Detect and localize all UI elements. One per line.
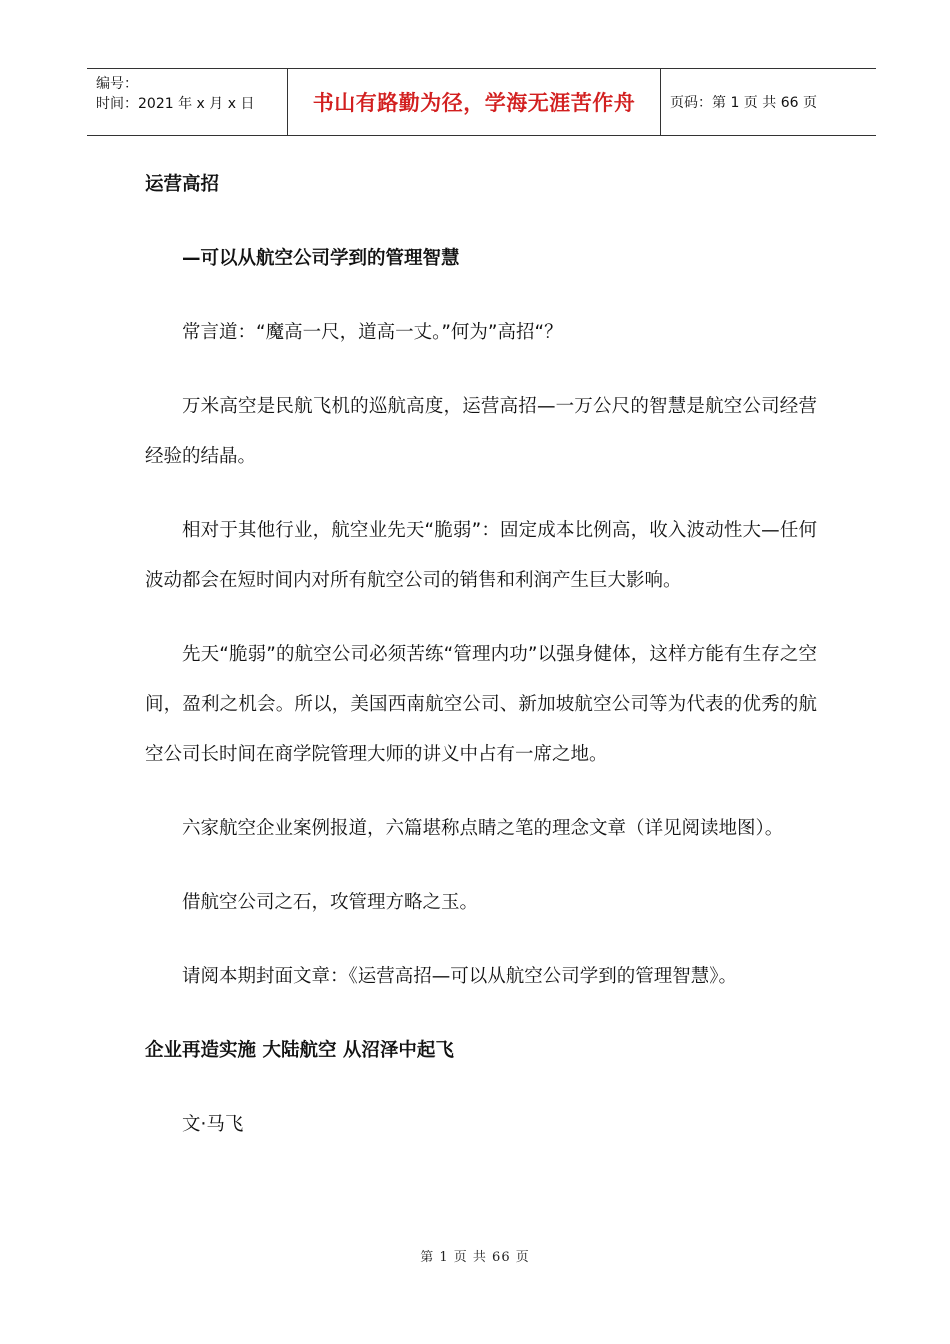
article-title: 运营高招 bbox=[145, 174, 220, 195]
paragraph: 万米高空是民航飞机的巡航高度，运营高招—一万公尺的智慧是航空公司经营经验的结晶。 bbox=[145, 396, 817, 467]
document-header bbox=[87, 68, 876, 136]
date-label: 时间：2021 年 x 月 x 日 bbox=[96, 96, 255, 112]
paragraph: 常言道：“魔高一尺，道高一丈。”何为”高招“？ bbox=[182, 322, 563, 343]
author-byline: 文·马飞 bbox=[182, 1114, 244, 1135]
page-footer: 第 1 页 共 66 页 bbox=[420, 1250, 530, 1265]
serial-number-label: 编号： bbox=[96, 76, 138, 92]
paragraph: 相对于其他行业，航空业先天“脆弱”：固定成本比例高，收入波动性大—任何波动都会在短时间内对所有航空公司的销售和利润产生巨大影响。 bbox=[145, 520, 817, 591]
header-page-info: 页码：第 1 页 共 66 页 bbox=[670, 95, 817, 111]
article-body bbox=[145, 160, 817, 1174]
paragraph: 六家航空企业案例报道，六篇堪称点睛之笔的理念文章（详见阅读地图）。 bbox=[182, 818, 784, 839]
article-subtitle: —可以从航空公司学到的管理智慧 bbox=[182, 248, 460, 269]
header-motto: 书山有路勤为径，学海无涯苦作舟 bbox=[287, 69, 661, 135]
section-heading: 企业再造实施 大陆航空 从沼泽中起飞 bbox=[145, 1040, 454, 1061]
paragraph: 先天“脆弱”的航空公司必须苦练“管理内功”以强身健体，这样方能有生存之空间，盈利之机会。所以，美国西南航空公司、新加坡航空公司等为代表的优秀的航空公司长时间在商学院管理大师的讲义中占有一席之地。 bbox=[145, 644, 817, 765]
paragraph: 借航空公司之石，攻管理方略之玉。 bbox=[182, 892, 479, 913]
header-meta bbox=[87, 69, 287, 135]
paragraph: 请阅本期封面文章：《运营高招—可以从航空公司学到的管理智慧》。 bbox=[182, 966, 738, 987]
